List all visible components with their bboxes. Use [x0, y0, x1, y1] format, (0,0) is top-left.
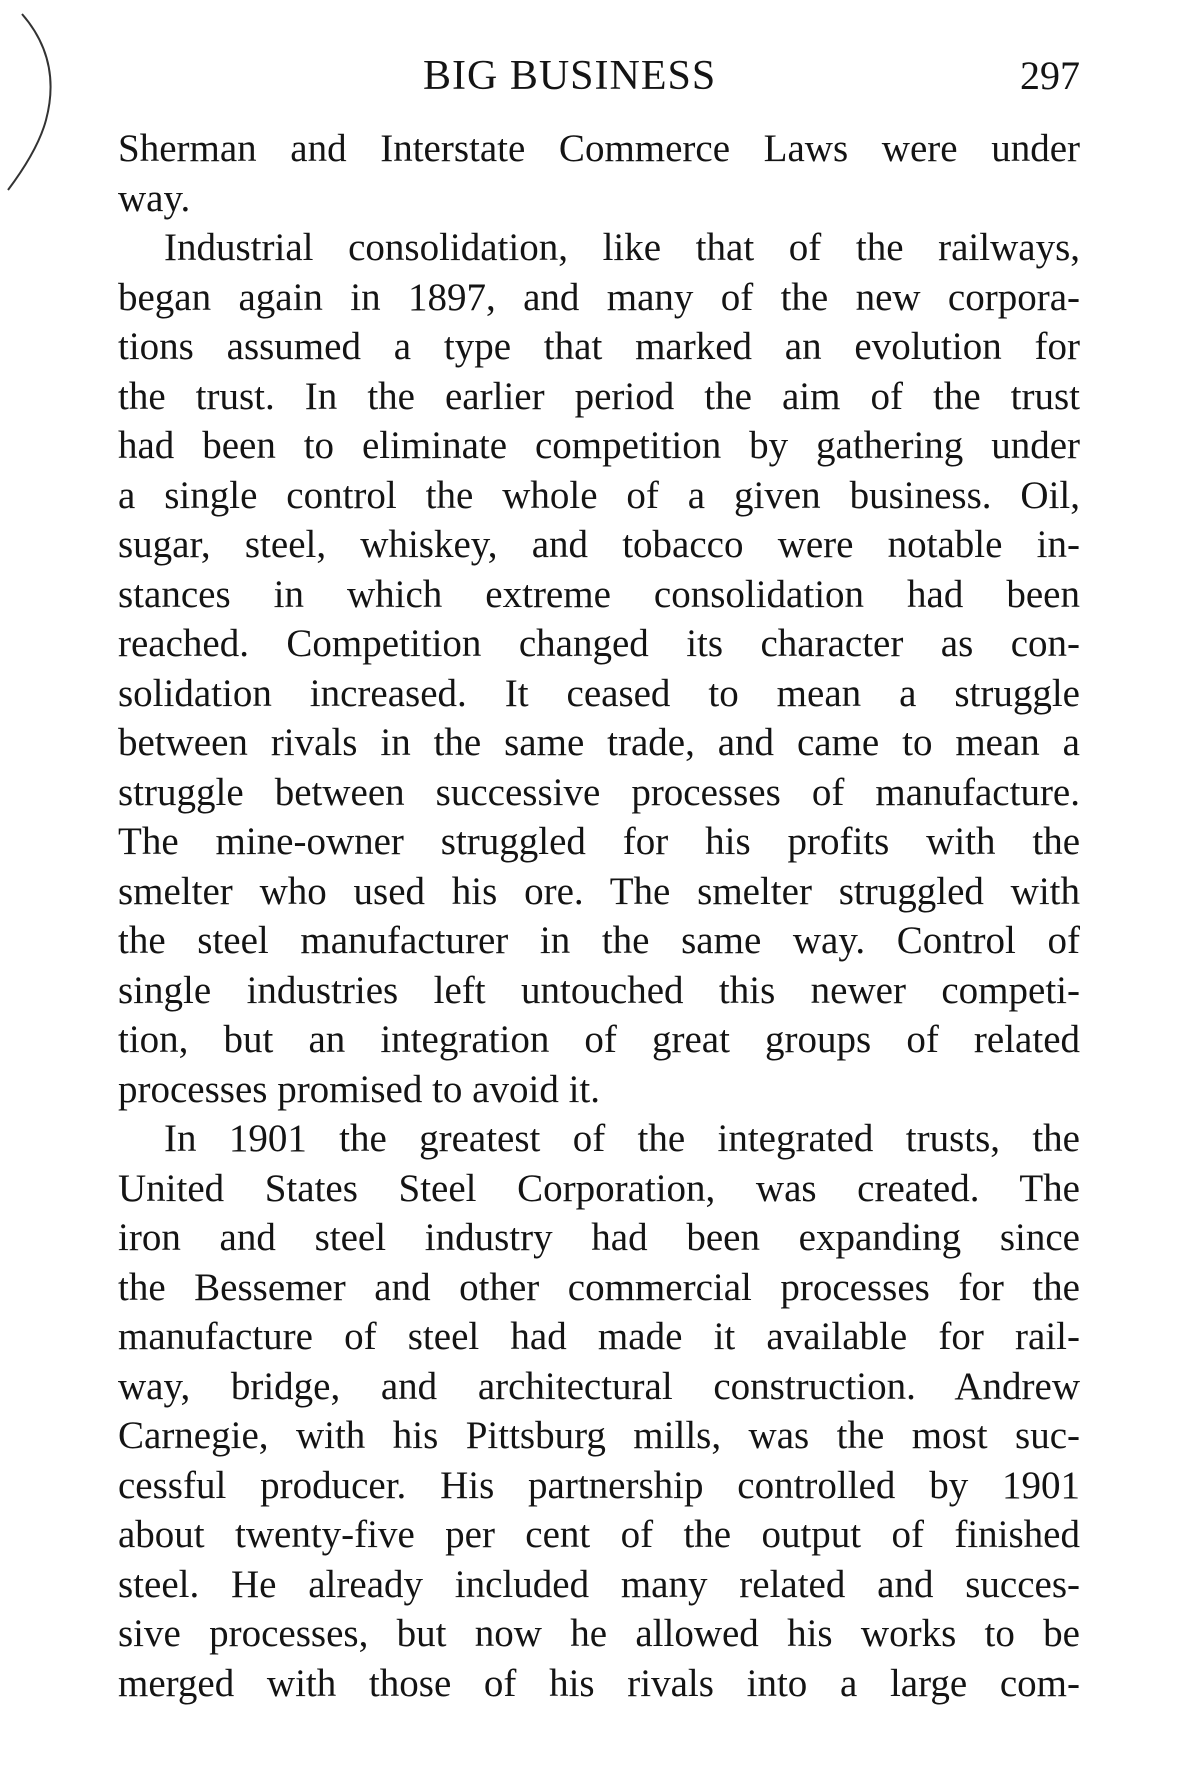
text-line: tion, but an integration of great groups of related	[118, 1018, 1080, 1061]
text-line: smelter who used his ore. The smelter struggled with	[118, 869, 1080, 913]
running-head	[118, 46, 1080, 106]
text-line: the Bessemer and other commercial processes for the	[118, 1265, 1080, 1309]
text-line: merged with those of his rivals into a large com-	[118, 1661, 1080, 1705]
text-line: the trust. In the earlier period the aim of the trust	[118, 374, 1080, 418]
text-line: processes promised to avoid it.	[118, 1067, 600, 1111]
text-line: the steel manufacturer in the same way. Control of	[118, 919, 1080, 962]
text-line: cessful producer. His partnership controlled by 1901	[118, 1463, 1080, 1507]
paragraph-1	[118, 124, 1080, 223]
text-line: reached. Competition changed its character as con-	[118, 622, 1080, 665]
text-line: Industrial consolidation, like that of the railways,	[164, 226, 1080, 269]
text-line: tions assumed a type that marked an evolution for	[118, 325, 1080, 368]
text-line: sive processes, but now he allowed his works to be	[118, 1612, 1080, 1655]
text-line: solidation increased. It ceased to mean a struggle	[118, 671, 1080, 715]
paragraph-3	[118, 1114, 1080, 1708]
text-line: way, bridge, and architectural construction. Andrew	[118, 1364, 1080, 1408]
text-line: Sherman and Interstate Commerce Laws were under	[118, 127, 1080, 170]
text-line: steel. He already included many related and succes-	[118, 1562, 1080, 1606]
running-head-title: BIG BUSINESS	[423, 53, 717, 99]
text-line: The mine-owner struggled for his profits with the	[118, 820, 1080, 863]
page-curl-mark	[0, 0, 120, 200]
text-line: single industries left untouched this newer competi-	[118, 968, 1080, 1012]
text-line: a single control the whole of a given business. Oil,	[118, 473, 1080, 517]
text-line: stances in which extreme consolidation had been	[118, 572, 1080, 616]
text-line: In 1901 the greatest of the integrated trusts, the	[164, 1117, 1080, 1160]
text-line: about twenty-five per cent of the output of finished	[118, 1513, 1080, 1556]
body-text	[118, 124, 1080, 1708]
text-line: began again in 1897, and many of the new corpora-	[118, 275, 1080, 319]
text-line: way.	[118, 176, 191, 220]
paragraph-2	[118, 223, 1080, 1114]
text-line: United States Steel Corporation, was created. The	[118, 1166, 1080, 1210]
text-line: Carnegie, with his Pittsburg mills, was the most suc-	[118, 1414, 1080, 1457]
page-number: 297	[1020, 53, 1080, 98]
text-line: had been to eliminate competition by gathering under	[118, 424, 1080, 467]
text-line: struggle between successive processes of manufacture.	[118, 770, 1080, 814]
text-line: manufacture of steel had made it available for rail-	[118, 1315, 1080, 1358]
text-line: sugar, steel, whiskey, and tobacco were notable in-	[118, 523, 1080, 566]
text-line: iron and steel industry had been expanding since	[118, 1216, 1080, 1259]
text-line: between rivals in the same trade, and came to mean a	[118, 721, 1080, 764]
